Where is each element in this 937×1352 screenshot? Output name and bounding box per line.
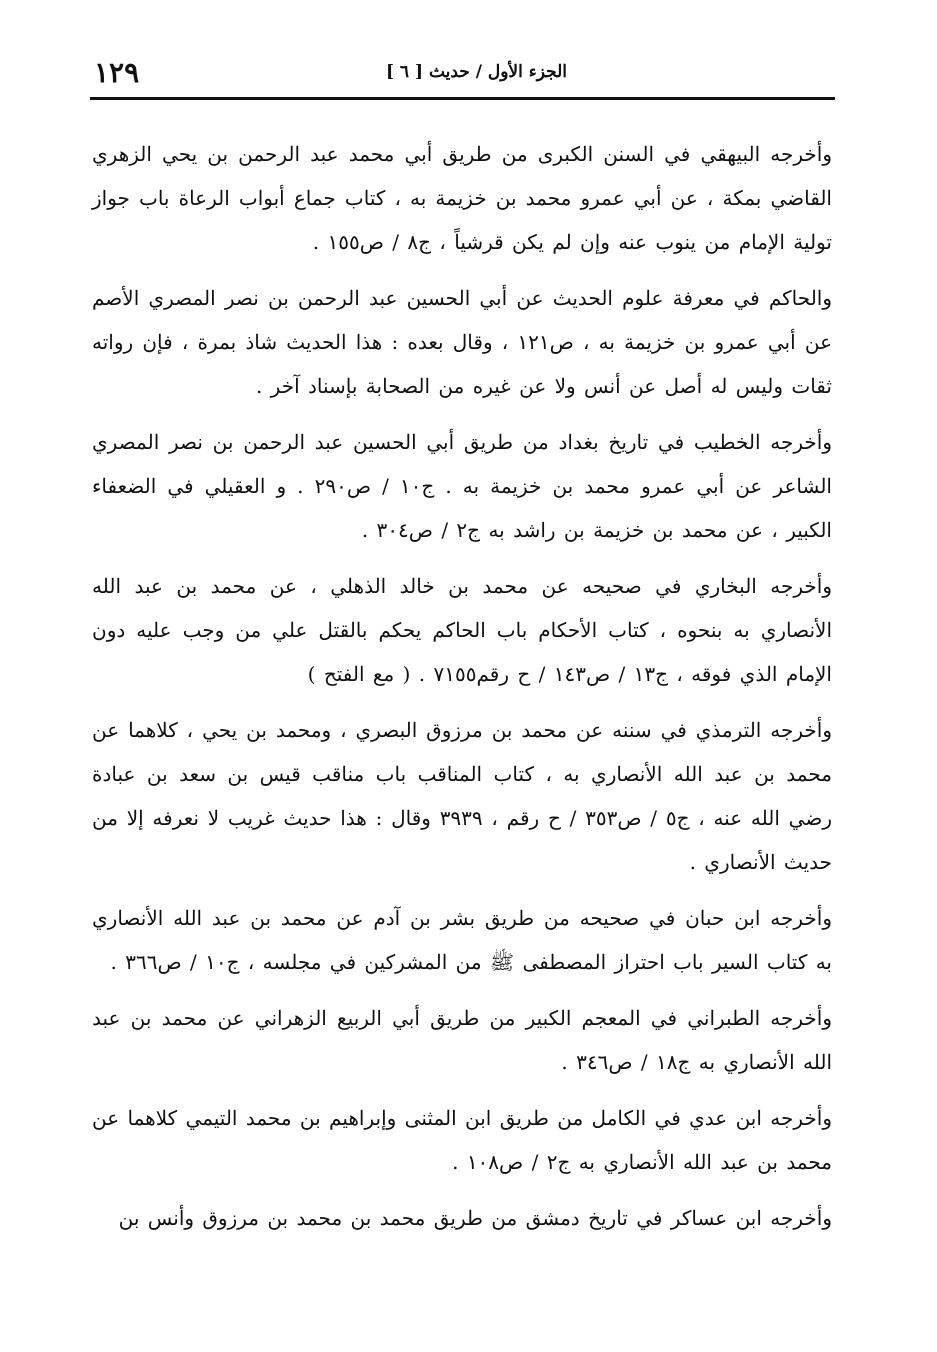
paragraph-khatib: وأخرجه الخطيب في تاريخ بغداد من طريق أبي الحسين عبد الرحمن بن نصر المصري الشاعر عن أبي عمرو محمد بن خزيمة به . ج١٠ / ص٢٩٠ . و العقيلي في الضعفاء الكبير ، عن محمد بن خزيمة بن راشد به ج٢ / ص٣٠٤ . [92, 430, 832, 542]
paragraph-bukhari: وأخرجه البخاري في صحيحه عن محمد بن خالد الذهلي ، عن محمد بن عبد الله الأنصاري به بنحوه ، كتاب الأحكام باب الحاكم يحكم بالقتل علي من وجب عليه دون الإمام الذي فوقه ، ج١٣ / ص١٤٣ / ح رقم٧١٥٥ . ( مع الفتح ) [92, 574, 832, 686]
page-body [92, 132, 832, 1252]
paragraph-bayhaqi: وأخرجه البيهقي في السنن الكبرى من طريق أبي محمد عبد الرحمن بن يحي الزهري القاضي بمكة ، عن أبي عمرو محمد بن خزيمة به ، كتاب جماع أبواب الرعاة باب جواز تولية الإمام من ينوب عنه وإن لم يكن قرشياً ، ج٨ / ص١٥٥ . [92, 142, 832, 254]
running-head: الجزء الأول / حديث [ ٦ ] [385, 62, 567, 82]
paragraph-ibn-adi: وأخرجه ابن عدي في الكامل من طريق ابن المثنى وإبراهيم بن محمد التيمي كلاهما عن محمد بن عبد الله الأنصاري به ج٢ / ص١٠٨ . [92, 1106, 832, 1174]
paragraph-tabarani: وأخرجه الطبراني في المعجم الكبير من طريق أبي الربيع الزهراني عن محمد بن عبد الله الأنصاري به ج١٨ / ص٣٤٦ . [92, 1006, 832, 1074]
page-number: ١٢٩ [94, 56, 140, 89]
paragraph-tirmidhi: وأخرجه الترمذي في سننه عن محمد بن مرزوق البصري ، ومحمد بن يحي ، كلاهما عن محمد بن عبد الله الأنصاري به ، كتاب المناقب باب مناقب قيس بن سعد بن عبادة رضي الله عنه ، ج٥ / ص٣٥٣ / ح رقم ، ٣٩٣٩ وقال : هذا حديث غريب لا نعرفه إلا من حديث الأنصاري . [92, 718, 832, 874]
header-rule [90, 97, 835, 100]
paragraph-hakim: والحاكم في معرفة علوم الحديث عن أبي الحسين عبد الرحمن بن نصر المصري الأصم عن أبي عمرو بن خزيمة به ، ص١٢١ ، وقال بعده : هذا الحديث شاذ بمرة ، فإن رواته ثقات وليس له أصل عن أنس ولا عن غيره من الصحابة بإسناد آخر . [92, 286, 833, 398]
page-header [90, 54, 833, 98]
paragraph-ibn-asakir: وأخرجه ابن عساكر في تاريخ دمشق من طريق محمد بن محمد بن مرزوق وأنس بن [118, 1206, 832, 1230]
paragraph-ibn-hibban: وأخرجه ابن حبان في صحيحه من طريق بشر بن آدم عن محمد بن عبد الله الأنصاري به كتاب السير باب احتراز المصطفى ﷺ من المشركين في مجلسه ، ج١٠ / ص٣٦٦ . [92, 906, 832, 974]
